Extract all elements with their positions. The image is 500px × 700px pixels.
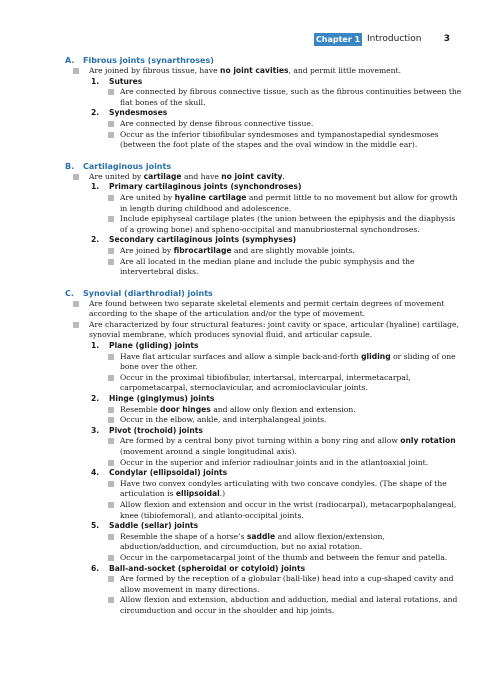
square-bullet-icon — [73, 301, 79, 307]
chapter-title: Introduction — [367, 34, 422, 44]
section-heading — [65, 161, 463, 172]
bold-term: ellipsoidal — [175, 489, 220, 499]
bullet-item — [71, 299, 463, 320]
bullet-item — [108, 119, 463, 130]
text-run: Occur in the superior and inferior radioulnar joints and in the atlantoaxial joint. — [120, 457, 429, 467]
text-run: Are characterized by four structural features: joint cavity or space, articular (hyaline) cartilage, synovial membrane, which produces synovial fluid, and articular capsule. — [89, 319, 459, 340]
square-bullet-icon — [108, 555, 114, 561]
bullet-item — [108, 87, 463, 108]
text-run: Are joined by — [120, 245, 174, 255]
square-bullet-icon — [108, 216, 114, 222]
bullet-item — [108, 553, 463, 564]
bullet-item — [108, 352, 463, 373]
subsection-number: 6. — [91, 563, 100, 573]
running-header — [0, 33, 500, 47]
text-run: Are all located in the median plane and include the pubic symphysis and the intervertebral disks. — [120, 256, 415, 277]
bullet-item — [108, 257, 463, 278]
page-body — [65, 55, 463, 617]
section-heading — [65, 55, 463, 66]
text-run: .) — [219, 489, 226, 499]
bullet-item — [108, 500, 463, 521]
square-bullet-icon — [108, 576, 114, 582]
text-run: Are joined by fibrous tissue, have — [89, 66, 221, 75]
text-run: Have flat articular surfaces and allow a simple back-and-forth — [120, 351, 362, 361]
square-bullet-icon — [108, 417, 114, 423]
bold-term: fibrocartilage — [173, 245, 232, 255]
section-title: Synovial (diarthrodial) joints — [83, 288, 213, 298]
bold-term: gliding — [361, 351, 391, 361]
bullet-item — [108, 479, 463, 500]
bullet-item — [108, 415, 463, 426]
subsection-title: Condylar (ellipsoidal) joints — [109, 468, 228, 478]
subsection-title: Secondary cartilaginous joints (symphyses) — [109, 235, 297, 245]
subsection-title: Pivot (trochoid) joints — [109, 425, 203, 435]
section-title: Cartilaginous joints — [83, 161, 172, 171]
subsection-heading — [91, 108, 463, 119]
bullet-item — [108, 246, 463, 257]
section-letter: B. — [65, 161, 75, 171]
text-run: Are found between two separate skeletal elements and permit certain degrees of movement according to the shape of the articulation and/or the type of movement. — [89, 298, 445, 319]
bullet-item — [71, 320, 463, 341]
text-run: and have — [181, 171, 222, 181]
text-run: Are formed by the reception of a globular (ball-like) head into a cup-shaped cavity and allow movement in many directions. — [120, 574, 454, 594]
square-bullet-icon — [108, 460, 114, 466]
square-bullet-icon — [108, 534, 114, 540]
bullet-item — [108, 595, 463, 616]
bullet-item — [108, 130, 463, 151]
subsection-number: 3. — [91, 425, 100, 435]
square-bullet-icon — [108, 438, 114, 444]
square-bullet-icon — [108, 597, 114, 603]
square-bullet-icon — [108, 502, 114, 508]
text-run: , and permit little movement. — [288, 66, 402, 75]
subsection-title: Sutures — [109, 76, 143, 86]
bold-term: door hinges — [160, 404, 211, 414]
bullet-item — [108, 193, 463, 214]
text-run: Are connected by dense fibrous connective tissue. — [120, 118, 314, 128]
text-run: Resemble the shape of a horse’s — [120, 531, 247, 541]
square-bullet-icon — [108, 354, 114, 360]
bold-term: cartilage — [143, 171, 182, 181]
bullet-item — [71, 172, 463, 183]
square-bullet-icon — [108, 195, 114, 201]
square-bullet-icon — [108, 481, 114, 487]
square-bullet-icon — [108, 121, 114, 127]
bullet-item — [108, 458, 463, 469]
text-run: Are formed by a central bony pivot turning within a bony ring and allow — [120, 436, 401, 446]
subsection-number: 2. — [91, 394, 100, 404]
text-run: Have two convex condyles articulating with two concave condyles. (The shape of the articulation is — [120, 478, 447, 499]
square-bullet-icon — [73, 68, 79, 74]
section-heading — [65, 288, 463, 299]
bold-term: only rotation — [400, 436, 456, 446]
subsection-heading — [91, 77, 463, 88]
section — [65, 55, 463, 151]
subsection-heading — [91, 468, 463, 479]
square-bullet-icon — [73, 174, 79, 180]
subsection-number: 5. — [91, 521, 100, 531]
text-run: Are connected by fibrous connective tissue, such as the fibrous continuities between the flat bones of the skull. — [120, 87, 462, 107]
section-letter: A. — [65, 56, 75, 65]
bullet-item — [108, 436, 463, 457]
bullet-item — [108, 214, 463, 235]
square-bullet-icon — [108, 132, 114, 138]
text-run: Resemble — [120, 404, 161, 414]
bold-term: hyaline cartilage — [174, 192, 247, 202]
subsection-number: 1. — [91, 182, 100, 192]
bold-term: no joint cavities — [220, 66, 289, 75]
square-bullet-icon — [73, 322, 79, 328]
text-run: and allow only flexion and extension. — [210, 404, 356, 414]
text-run: Allow flexion and extension, abduction and adduction, medial and lateral rotations, and circumduction and occur in the shoulder and hip joints. — [120, 595, 458, 615]
subsection-title: Syndesmoses — [109, 108, 168, 118]
text-run: Occur in the proximal tibiofibular, intertarsal, intercarpal, intermetacarpal, carpometacarpal, sternoclavicular, and acromioclavicular joints. — [120, 372, 411, 393]
bullet-item — [108, 532, 463, 553]
subsection-title: Ball-and-socket (spheroidal or cotyloid) joints — [109, 563, 306, 573]
subsection-heading — [91, 521, 463, 532]
text-run: and permit little to no movement but allow for growth in length during childhood and adolescence. — [120, 192, 458, 213]
subsection-heading — [91, 426, 463, 437]
text-run: and allow flexion/extension, abduction/adduction, and circumduction, but no axial rotation. — [120, 531, 385, 552]
text-run: Allow flexion and extension and occur in the wrist (radiocarpal), metacarpophalangeal, knee (tibiofemoral), and atlanto-occipital joints. — [120, 499, 457, 520]
text-run: Are united by — [89, 171, 144, 181]
text-run: Include epiphyseal cartilage plates (the union between the epiphysis and the diaphysis of a growing bone) and spheno-occipital and manubriosternal synchondroses. — [120, 214, 456, 234]
subsection-heading — [91, 182, 463, 193]
bullet-item — [108, 373, 463, 394]
text-run: . — [282, 171, 285, 181]
subsection-number: 2. — [91, 235, 100, 245]
section — [65, 288, 463, 617]
text-run: Occur as the inferior tibiofibular syndesmoses and tympanostapedial syndesmoses (between the foot plate of the stapes and the oval window in the middle ear). — [120, 129, 439, 150]
subsection-title: Saddle (sellar) joints — [109, 521, 199, 531]
subsection-number: 4. — [91, 468, 100, 478]
square-bullet-icon — [108, 248, 114, 254]
square-bullet-icon — [108, 407, 114, 413]
subsection-title: Primary cartilaginous joints (synchondroses) — [109, 182, 302, 192]
bullet-item — [108, 574, 463, 595]
subsection-heading — [91, 564, 463, 575]
text-run: and are slightly movable joints. — [231, 245, 355, 255]
subsection-heading — [91, 394, 463, 405]
square-bullet-icon — [108, 375, 114, 381]
subsection-number: 1. — [91, 76, 100, 86]
text-run: or sliding of one bone over the other. — [120, 351, 456, 372]
square-bullet-icon — [108, 89, 114, 95]
chapter-tag: Chapter 1 — [315, 35, 361, 44]
subsection-number: 1. — [91, 341, 100, 351]
subsection-title: Hinge (ginglymus) joints — [109, 394, 215, 404]
section-letter: C. — [65, 288, 74, 298]
subsection-heading — [91, 341, 463, 352]
page-number: 3 — [443, 34, 450, 44]
subsection-heading — [91, 235, 463, 246]
text-run: Occur in the carpometacarpal joint of the thumb and between the femur and patella. — [120, 552, 448, 562]
section-title: Fibrous joints (synarthroses) — [83, 56, 214, 65]
bold-term: saddle — [246, 531, 276, 541]
text-run: Occur in the elbow, ankle, and interphalangeal joints. — [120, 415, 327, 425]
square-bullet-icon — [108, 259, 114, 265]
subsection-number: 2. — [91, 108, 100, 118]
text-run: Are united by — [120, 192, 175, 202]
text-run: (movement around a single longitudinal axis). — [120, 447, 297, 456]
subsection-title: Plane (gliding) joints — [109, 341, 199, 351]
bold-term: no joint cavity — [221, 171, 283, 181]
bullet-item — [108, 405, 463, 416]
bullet-item — [71, 66, 463, 77]
section — [65, 161, 463, 278]
